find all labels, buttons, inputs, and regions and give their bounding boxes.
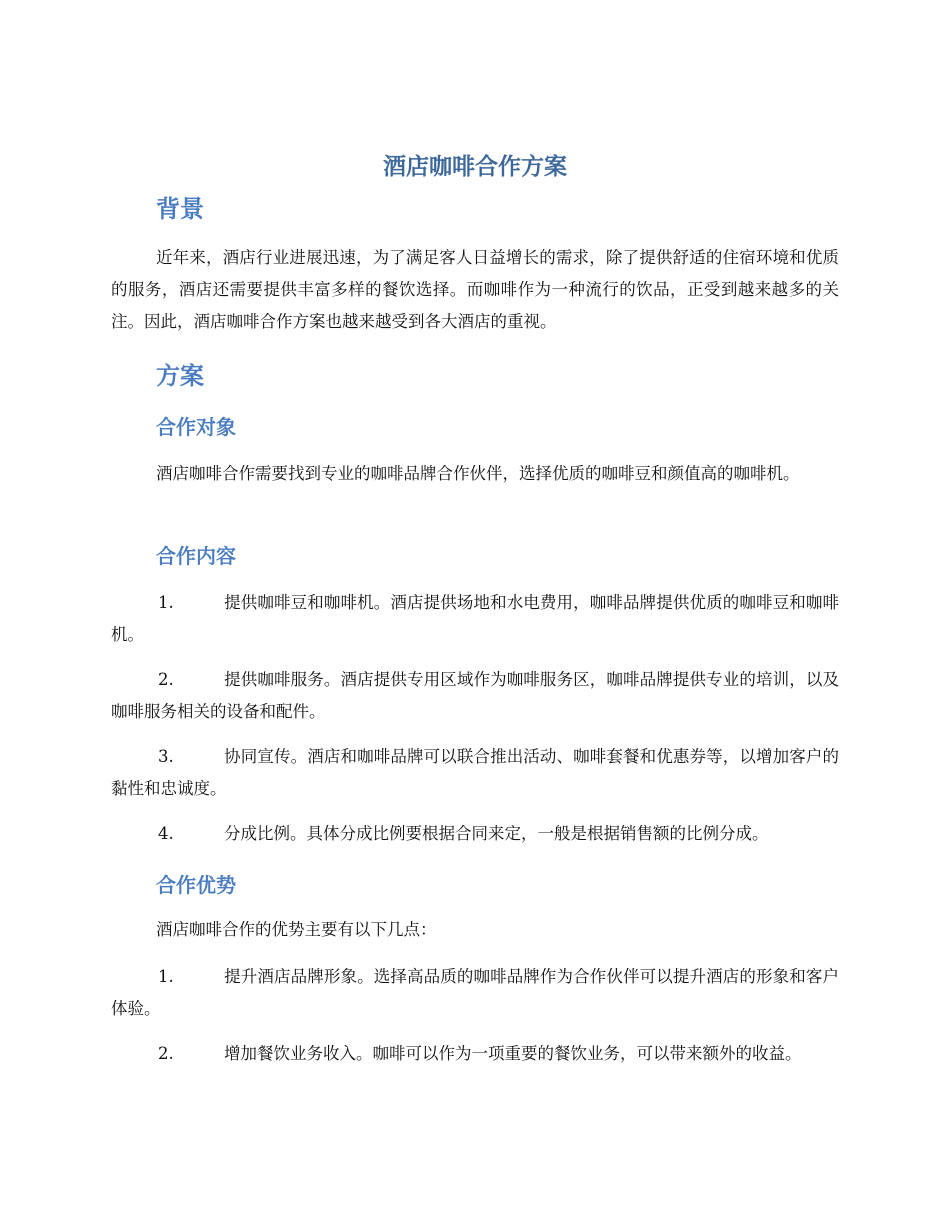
list-number: 1. bbox=[158, 967, 174, 986]
document-title: 酒店咖啡合作方案 bbox=[383, 154, 567, 180]
list-item bbox=[111, 741, 839, 805]
heading-plan: 方案 bbox=[156, 362, 204, 390]
heading-advantage: 合作优势 bbox=[156, 873, 236, 897]
list-item bbox=[111, 587, 839, 651]
list-text: 提供咖啡服务。酒店提供专用区域作为咖啡服务区，咖啡品牌提供专业的培训，以及咖啡服务相关的设备和配件。 bbox=[111, 670, 839, 721]
list-item bbox=[111, 961, 839, 1025]
list-text: 提升酒店品牌形象。选择高品质的咖啡品牌作为合作伙伴可以提升酒店的形象和客户体验。 bbox=[111, 967, 839, 1018]
partner-paragraph: 酒店咖啡合作需要找到专业的咖啡品牌合作伙伴，选择优质的咖啡豆和颜值高的咖啡机。 bbox=[156, 464, 800, 483]
list-number: 4. bbox=[158, 824, 174, 843]
heading-background: 背景 bbox=[156, 195, 204, 223]
heading-partner: 合作对象 bbox=[156, 415, 236, 439]
advantage-paragraph: 酒店咖啡合作的优势主要有以下几点： bbox=[156, 920, 437, 939]
heading-content: 合作内容 bbox=[156, 544, 236, 568]
list-number: 1. bbox=[158, 593, 174, 612]
list-item bbox=[111, 818, 839, 850]
list-text: 提供咖啡豆和咖啡机。酒店提供场地和水电费用，咖啡品牌提供优质的咖啡豆和咖啡机。 bbox=[111, 593, 839, 644]
list-number: 2. bbox=[158, 670, 174, 689]
background-paragraph: 近年来，酒店行业进展迅速，为了满足客人日益增长的需求，除了提供舒适的住宿环境和优质的服务，酒店还需要提供丰富多样的餐饮选择。而咖啡作为一种流行的饮品，正受到越来越多的关注。因此，酒店咖啡合作方案也越来越受到各大酒店的重视。 bbox=[111, 248, 839, 331]
list-item bbox=[111, 1038, 839, 1070]
list-number: 3. bbox=[158, 747, 174, 766]
list-item bbox=[111, 664, 839, 728]
list-text: 增加餐饮业务收入。咖啡可以作为一项重要的餐饮业务，可以带来额外的收益。 bbox=[224, 1044, 802, 1063]
list-text: 分成比例。具体分成比例要根据合同来定，一般是根据销售额的比例分成。 bbox=[224, 824, 769, 843]
list-text: 协同宣传。酒店和咖啡品牌可以联合推出活动、咖啡套餐和优惠券等，以增加客户的黏性和忠诚度。 bbox=[111, 747, 839, 798]
list-number: 2. bbox=[158, 1044, 174, 1063]
